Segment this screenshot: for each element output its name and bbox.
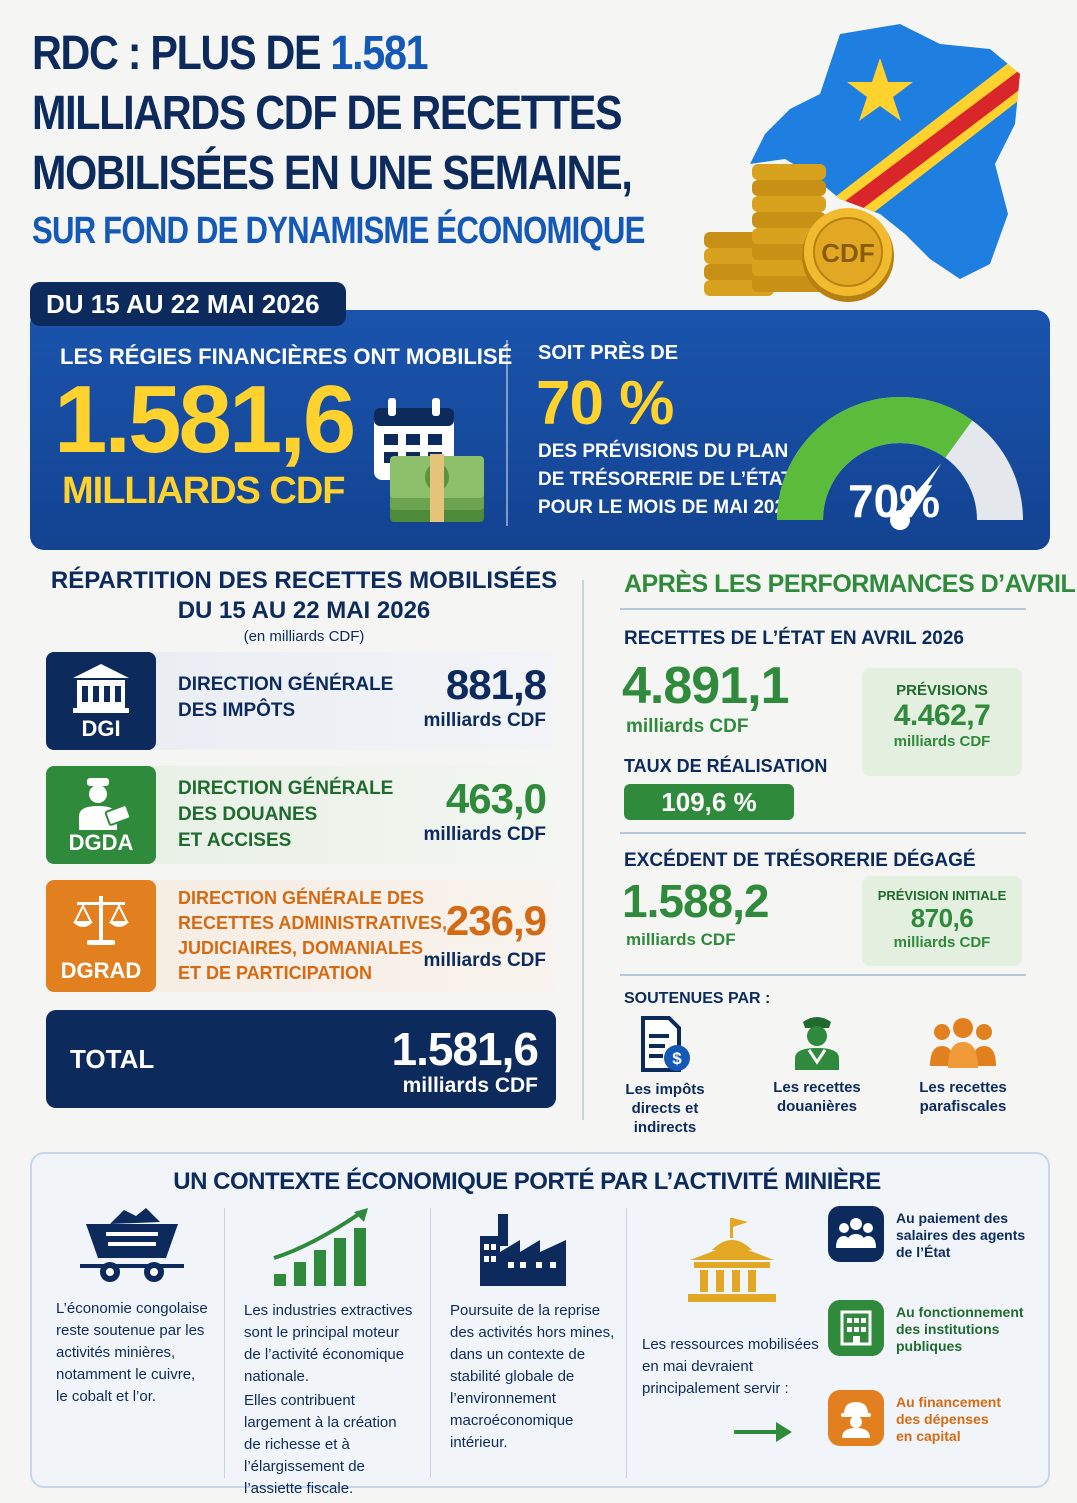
customs-officer-icon bbox=[71, 776, 131, 832]
dgda-value: 463,0 bbox=[445, 775, 546, 822]
total-unit: milliards CDF bbox=[402, 1074, 538, 1097]
recettes-unit: milliards CDF bbox=[626, 716, 749, 737]
prevision-initiale-box: PRÉVISION INITIALE 870,6 milliards CDF bbox=[862, 876, 1022, 966]
title-highlight: 1.581 bbox=[330, 27, 428, 80]
recettes-label: RECETTES DE L’ÉTAT EN AVRIL 2026 bbox=[624, 628, 964, 649]
contexte-panel: UN CONTEXTE ÉCONOMIQUE PORTÉ PAR L’ACTIVITÉ MINIÈRE L’économie congolaise reste soutenue par les activités minières, notamment le cuivre, le cobalt et l’or. Les industries extractives sont le principal moteur de l’activité économique nationale. Elles contribuent largement à la création de richesse et à l’élargissement de l’assiette fiscale. Poursuite de la reprise des activités hors mines, dans un contexte de stabilité globale de l’environnement macroéconomique intérieur. Les ressources mobilisées en mai devraient principalement servir : Au paiement des salaires des agents de l’État Au fonctionnement des institutions publiques Au financement des dépenses en capital bbox=[30, 1152, 1050, 1488]
growth-chart-icon bbox=[272, 1206, 376, 1288]
contexte-col-ressources: Les ressources mobilisées en mai devraient principalement servir : bbox=[642, 1206, 822, 1476]
calendar-money-icon bbox=[370, 390, 490, 530]
coin-label: CDF bbox=[821, 238, 875, 268]
dgrad-name: DIRECTION GÉNÉRALE DES RECETTES ADMINISTRATIVES, JUDICIAIRES, DOMANIALES ET DE PARTICIPATION bbox=[178, 888, 448, 983]
dgrad-value: 236,9 bbox=[445, 897, 546, 944]
total-value: 1.581,6 bbox=[391, 1023, 538, 1075]
customs-officer-icon bbox=[789, 1012, 845, 1072]
title-line2: MILLIARDS CDF DE RECETTES bbox=[32, 87, 622, 140]
taux-value: 109,6 % bbox=[624, 784, 794, 820]
excedent-label: EXCÉDENT DE TRÉSORERIE DÉGAGÉ bbox=[624, 850, 976, 871]
dgda-unit: milliards CDF bbox=[423, 824, 546, 845]
svg-text:$: $ bbox=[672, 1049, 682, 1068]
people-group-icon bbox=[828, 1206, 884, 1262]
dgi-name: DIRECTION GÉNÉRALE DES IMPÔTS bbox=[178, 674, 394, 721]
dgrad-unit: milliards CDF bbox=[423, 950, 546, 971]
summary-banner bbox=[30, 310, 1050, 550]
banner-label: LES RÉGIES FINANCIÈRES ONT MOBILISÉ bbox=[60, 344, 513, 369]
mining-cart-icon bbox=[80, 1206, 184, 1286]
recettes-value: 4.891,1 bbox=[622, 657, 789, 715]
divider-line bbox=[620, 974, 1026, 976]
column-divider bbox=[626, 1208, 627, 1478]
building-icon bbox=[828, 1300, 884, 1356]
dgi-value: 881,8 bbox=[445, 661, 546, 708]
drc-map-illustration bbox=[690, 14, 1040, 304]
dgi-badge: DGI bbox=[46, 652, 156, 750]
soutenues-label: SOUTENUES PAR : bbox=[624, 990, 771, 1007]
building-icon bbox=[71, 662, 131, 714]
scales-of-justice-icon bbox=[71, 890, 131, 950]
contexte-col-mining: L’économie congolaise reste soutenue par les activités minières, notamment le cuivre, le cobalt et l’or. bbox=[56, 1206, 216, 1476]
people-group-icon bbox=[928, 1016, 998, 1072]
column-divider bbox=[224, 1208, 225, 1478]
tax-document-icon bbox=[637, 1016, 693, 1074]
avril-heading: APRÈS LES PERFORMANCES D’AVRIL bbox=[624, 570, 1076, 598]
title-line1: RDC : PLUS DE bbox=[32, 27, 331, 80]
banner-divider bbox=[506, 340, 508, 526]
dgda-badge: DGDA bbox=[46, 766, 156, 864]
section-divider bbox=[582, 580, 584, 1120]
row-dgrad bbox=[46, 880, 556, 992]
dgda-name: DIRECTION GÉNÉRALE DES DOUANES ET ACCISES bbox=[178, 778, 394, 851]
gauge-label: 70% bbox=[848, 475, 941, 527]
contexte-heading: UN CONTEXTE ÉCONOMIQUE PORTÉ PAR L’ACTIVITÉ MINIÈRE bbox=[173, 1168, 881, 1195]
banner-unit: MILLIARDS CDF bbox=[62, 470, 345, 512]
divider-line bbox=[620, 608, 1026, 610]
row-dgda bbox=[46, 766, 556, 864]
support-parafiscales: Les recettes parafiscales bbox=[898, 1016, 1028, 1116]
contexte-col-industries: Les industries extractives sont le principal moteur de l’activité économique nationale. Elles contribuent largement à la création de richesse et à l’élargissement de l’assiette fiscale. bbox=[244, 1206, 424, 1476]
divider-line bbox=[620, 832, 1026, 834]
total-label: TOTAL bbox=[70, 1044, 155, 1074]
column-divider bbox=[430, 1208, 431, 1478]
page-title bbox=[32, 24, 722, 258]
title-line3: MOBILISÉES EN UNE SEMAINE, bbox=[32, 147, 632, 200]
banner-percent: 70 % bbox=[536, 369, 674, 438]
government-building-icon bbox=[682, 1216, 782, 1308]
total-row bbox=[46, 1010, 556, 1108]
taux-label: TAUX DE RÉALISATION bbox=[624, 756, 828, 776]
row-dgi bbox=[46, 652, 556, 750]
support-impots: $ Les impôts directs et indirects bbox=[600, 1016, 730, 1137]
title-subline: SUR FOND DE DYNAMISME ÉCONOMIQUE bbox=[32, 210, 645, 252]
factory-icon bbox=[476, 1212, 568, 1288]
arrow-right-icon bbox=[734, 1420, 794, 1444]
repartition-heading: RÉPARTITION DES RECETTES MOBILISÉES DU 15 AU 22 MAI 2026 (en milliards CDF) bbox=[50, 567, 558, 645]
contexte-col-reprise: Poursuite de la reprise des activités hors mines, dans un contexte de stabilité globale de l’environnement macroéconomique intérieur. bbox=[450, 1206, 630, 1476]
banner-amount: 1.581,6 bbox=[54, 366, 354, 473]
previsions-box: PRÉVISIONS 4.462,7 milliards CDF bbox=[862, 668, 1022, 776]
excedent-value: 1.588,2 bbox=[622, 875, 769, 927]
banner-soit: SOIT PRÈS DE bbox=[538, 342, 679, 364]
excedent-unit: milliards CDF bbox=[626, 930, 736, 949]
support-douanes: Les recettes douanières bbox=[752, 1012, 882, 1116]
dgrad-badge: DGRAD bbox=[46, 880, 156, 992]
date-tag: DU 15 AU 22 MAI 2026 bbox=[30, 282, 346, 326]
banner-description: DES PRÉVISIONS DU PLAN DE TRÉSORERIE DE L’ÉTAT POUR LE MOIS DE MAI 2026 bbox=[538, 441, 796, 518]
dgi-unit: milliards CDF bbox=[423, 710, 546, 731]
percent-gauge bbox=[770, 360, 1030, 540]
worker-helmet-icon bbox=[828, 1390, 884, 1446]
